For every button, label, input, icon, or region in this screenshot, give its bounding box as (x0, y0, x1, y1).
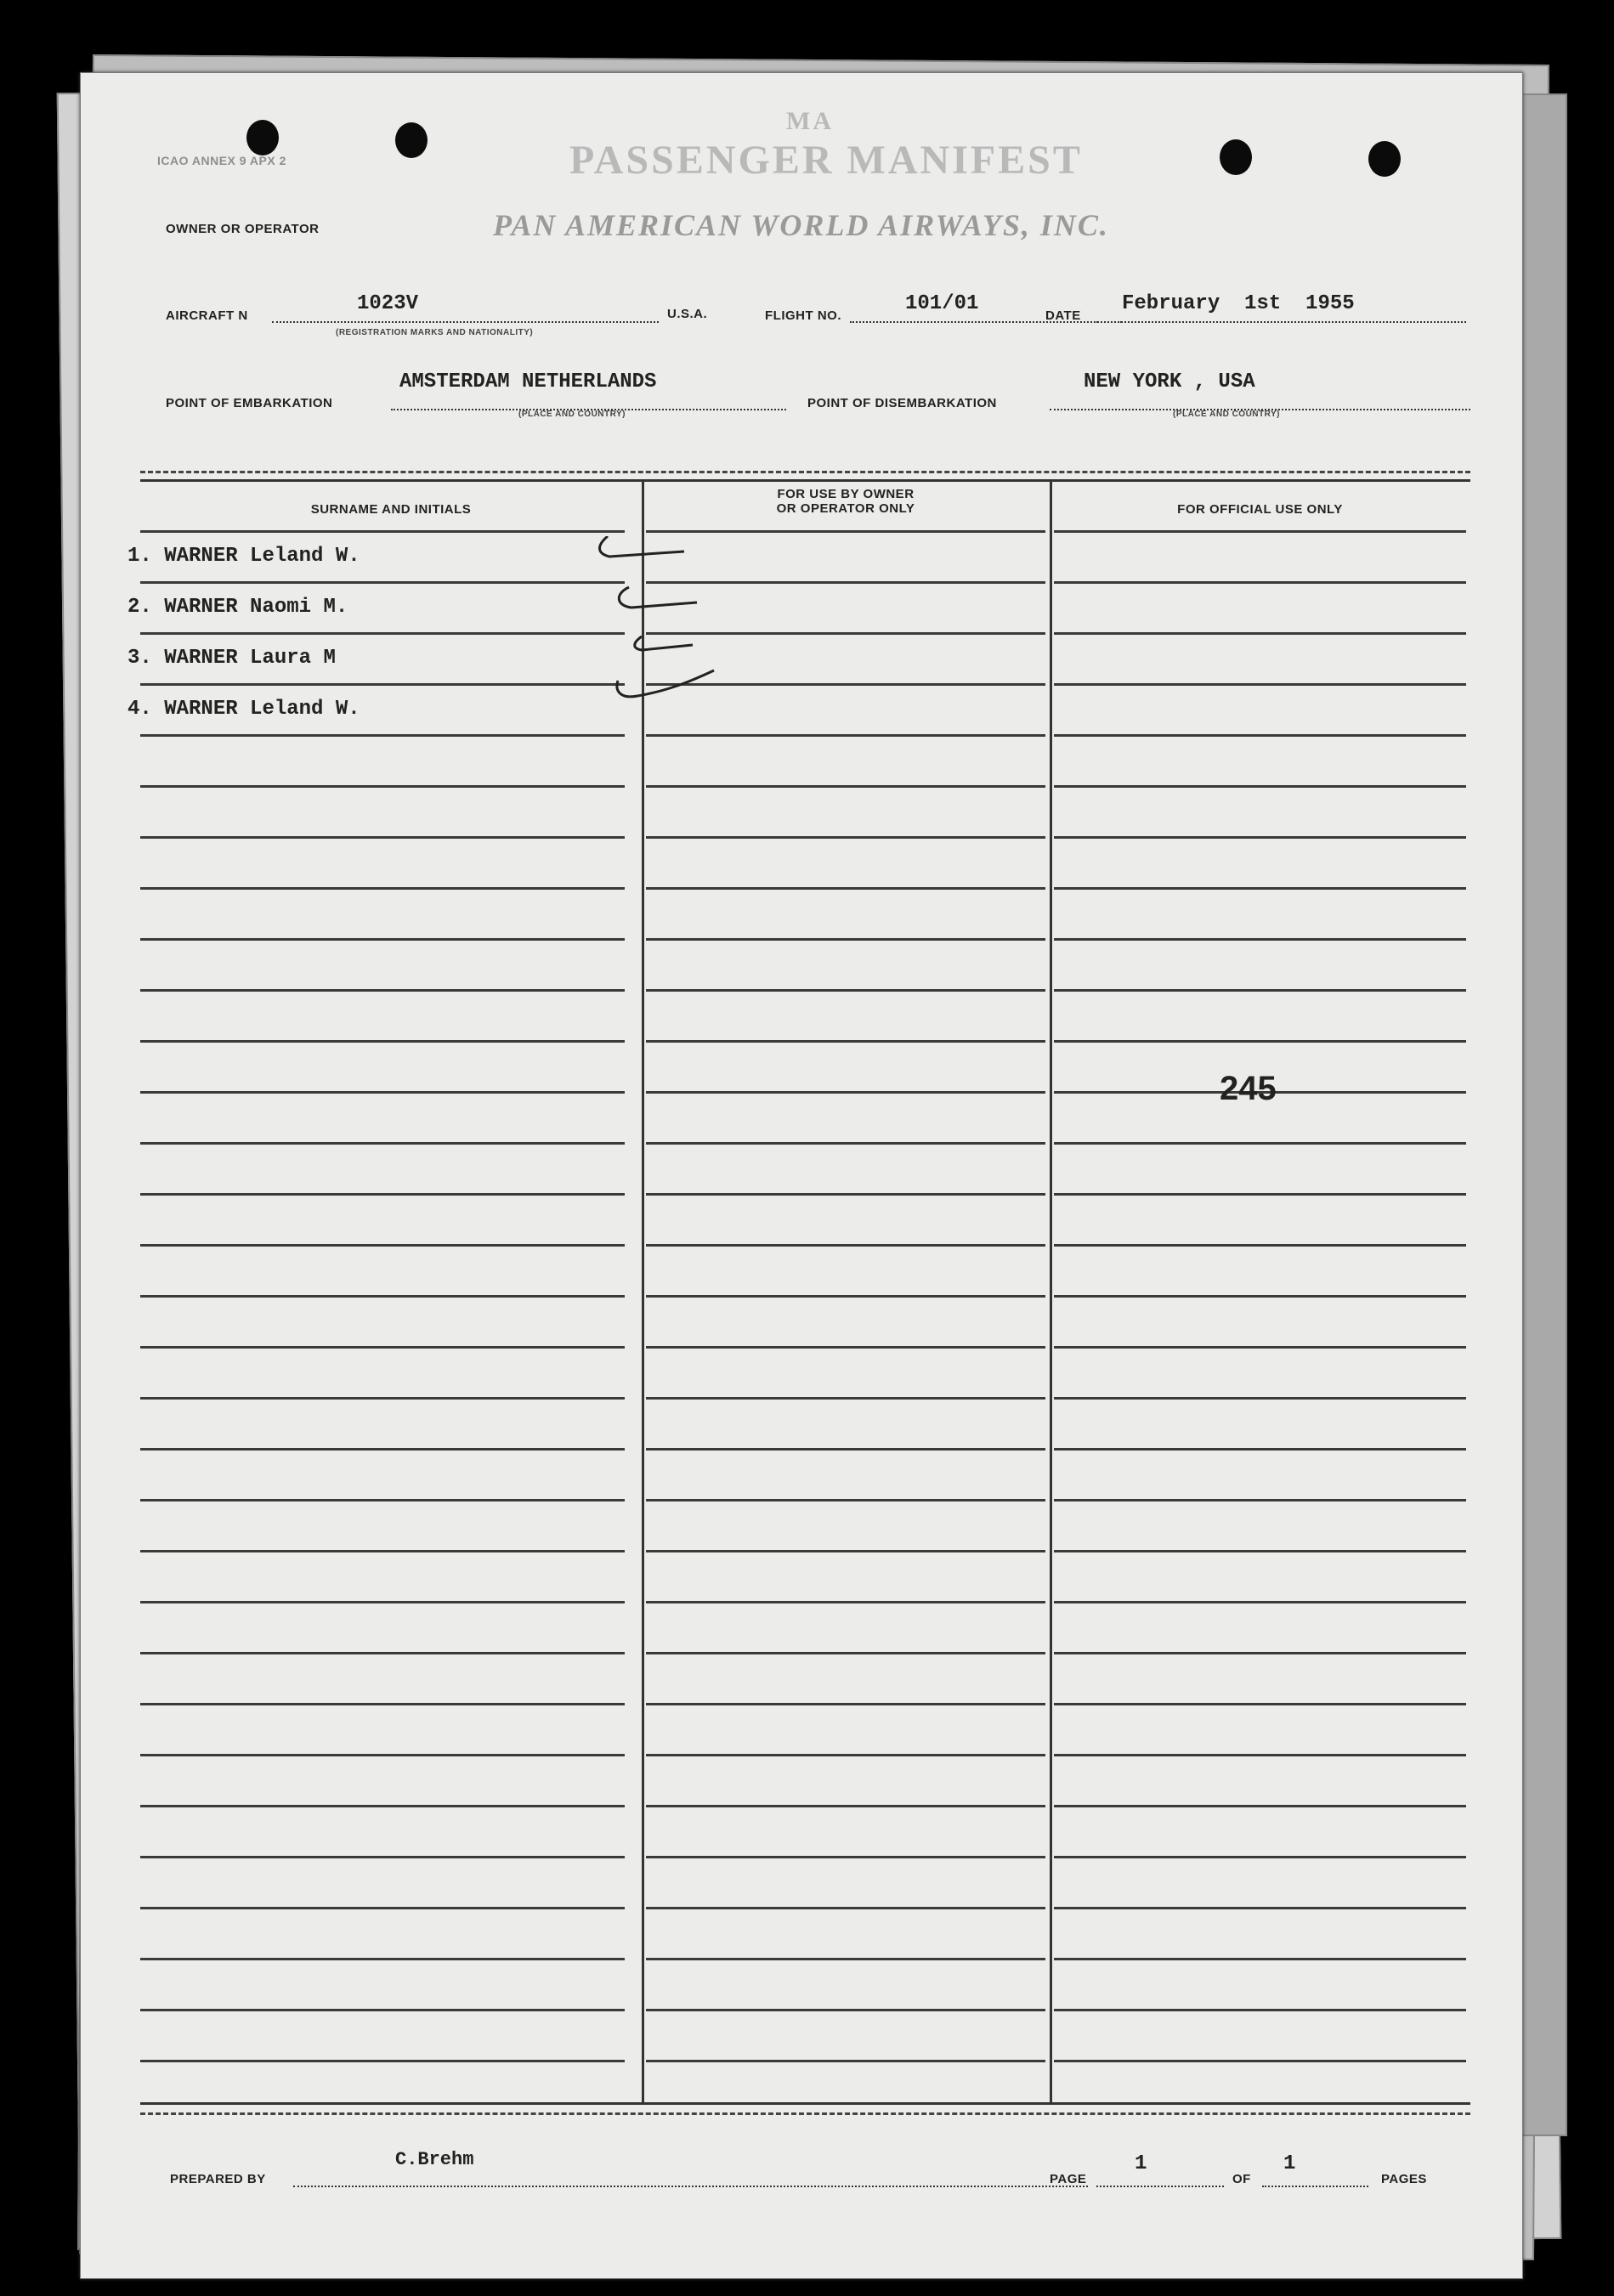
surname-column-header: SURNAME AND INITIALS (310, 502, 472, 517)
row-line (1054, 1805, 1466, 1807)
row-line (646, 785, 1045, 788)
row-line (646, 1907, 1045, 1909)
row-line (646, 1142, 1045, 1145)
form-number: MA (786, 107, 834, 135)
row-line (1054, 1958, 1466, 1960)
row-line (140, 1346, 625, 1349)
passenger-entry (127, 647, 336, 670)
row-line (646, 989, 1045, 992)
flight-label: FLIGHT NO. (765, 308, 841, 323)
row-line (1054, 632, 1466, 635)
stamp-number: 245 (1220, 1070, 1277, 1107)
row-line (1054, 530, 1466, 533)
row-line (646, 1397, 1045, 1400)
row-line (646, 1703, 1045, 1705)
disembark-note: (PLACE AND COUNTRY) (1173, 410, 1280, 419)
row-line (1054, 1907, 1466, 1909)
row-line (140, 1856, 625, 1858)
manifest-page (80, 72, 1523, 2279)
passenger-number: 4. (127, 698, 152, 721)
row-line (140, 1040, 625, 1043)
check-mark (619, 587, 697, 608)
row-line (646, 1244, 1045, 1247)
form-title: PASSENGER MANIFEST (569, 138, 1083, 183)
page-line (1096, 2186, 1224, 2187)
date-label: DATE (1045, 308, 1081, 323)
row-line (140, 1907, 625, 1909)
row-line (646, 1754, 1045, 1756)
aircraft-note: (REGISTRATION MARKS AND NATIONALITY) (336, 328, 534, 337)
row-line (140, 785, 625, 788)
header-rule-top (140, 471, 1470, 473)
check-mark (617, 670, 714, 697)
flight-line (850, 321, 1122, 323)
official-use-header: FOR OFFICIAL USE ONLY (1177, 502, 1343, 517)
prepared-by-line (293, 2186, 1088, 2187)
row-line (646, 1193, 1045, 1196)
row-line (646, 938, 1045, 941)
passenger-entry (127, 545, 360, 568)
of-value: 1 (1283, 2152, 1296, 2175)
prepared-by-value: C.Brehm (395, 2149, 474, 2170)
form-reference: ICAO ANNEX 9 APX 2 (157, 154, 286, 167)
of-line (1262, 2186, 1368, 2187)
row-line (646, 530, 1045, 533)
row-line (140, 1244, 625, 1247)
row-line (1054, 1754, 1466, 1756)
column-divider (1050, 479, 1052, 2102)
row-line (140, 632, 625, 635)
row-line (140, 2009, 625, 2011)
aircraft-label: AIRCRAFT N (166, 308, 248, 323)
row-line (1054, 1193, 1466, 1196)
row-line (646, 2009, 1045, 2011)
passenger-name: WARNER Naomi M. (164, 596, 348, 619)
passenger-number: 1. (127, 545, 152, 568)
footer-rule-bottom (140, 2112, 1470, 2115)
row-line (140, 1091, 625, 1094)
check-marks (591, 536, 778, 757)
date-value: February 1st 1955 (1122, 292, 1355, 315)
disembark-value: NEW YORK , USA (1084, 370, 1255, 393)
row-line (140, 581, 625, 584)
passenger-entry (127, 596, 348, 619)
row-line (1054, 2009, 1466, 2011)
row-line (1054, 1652, 1466, 1654)
row-line (140, 1193, 625, 1196)
row-line (646, 836, 1045, 839)
row-line (140, 1499, 625, 1501)
row-line (1054, 1550, 1466, 1552)
row-line (1054, 1142, 1466, 1145)
row-line (1054, 1448, 1466, 1451)
row-line (646, 1550, 1045, 1552)
aircraft-line (272, 321, 659, 323)
punch-hole (395, 122, 428, 158)
flight-value: 101/01 (905, 292, 979, 315)
page-label: PAGE (1050, 2172, 1087, 2186)
row-line (646, 1652, 1045, 1654)
row-line (1054, 1295, 1466, 1298)
punch-hole (1368, 141, 1401, 177)
date-line (1096, 321, 1466, 323)
disembark-label: POINT OF DISEMBARKATION (807, 396, 997, 410)
row-line (1054, 1040, 1466, 1043)
row-line (1054, 887, 1466, 890)
check-mark (600, 536, 685, 557)
row-line (140, 1805, 625, 1807)
footer-rule (140, 2102, 1470, 2105)
row-line (1054, 1397, 1466, 1400)
passenger-name: WARNER Leland W. (164, 698, 360, 721)
owner-use-header-line1: FOR USE BY OWNER (777, 487, 915, 501)
row-line (1054, 1601, 1466, 1603)
row-line (646, 1091, 1045, 1094)
prepared-by-label: PREPARED BY (170, 2172, 266, 2186)
row-line (1054, 581, 1466, 584)
row-line (140, 1448, 625, 1451)
passenger-entry (127, 698, 360, 721)
row-line (646, 887, 1045, 890)
owner-use-header-line2: OR OPERATOR ONLY (776, 501, 915, 516)
row-line (140, 1295, 625, 1298)
row-line (1054, 836, 1466, 839)
row-line (140, 989, 625, 992)
row-line (140, 1703, 625, 1705)
row-line (1054, 785, 1466, 788)
row-line (140, 1601, 625, 1603)
row-line (1054, 2060, 1466, 2062)
passenger-number: 2. (127, 596, 152, 619)
row-line (646, 1856, 1045, 1858)
row-line (646, 2060, 1045, 2062)
row-line (140, 530, 625, 533)
row-line (140, 1550, 625, 1552)
embark-note: (PLACE AND COUNTRY) (518, 410, 626, 419)
check-mark (635, 636, 693, 650)
row-line (1054, 1499, 1466, 1501)
row-line (140, 1142, 625, 1145)
row-line (140, 1754, 625, 1756)
pages-label: PAGES (1381, 2172, 1427, 2186)
row-line (1054, 683, 1466, 686)
header-rule (140, 479, 1470, 482)
row-line (1054, 734, 1466, 737)
row-line (140, 887, 625, 890)
row-line (140, 1397, 625, 1400)
row-line (646, 1499, 1045, 1501)
row-line (140, 938, 625, 941)
page-value: 1 (1135, 2152, 1147, 2175)
row-line (646, 1040, 1045, 1043)
row-line (140, 683, 625, 686)
row-line (140, 734, 625, 737)
row-line (646, 1295, 1045, 1298)
row-line (140, 1652, 625, 1654)
row-line (1054, 1703, 1466, 1705)
embark-value: AMSTERDAM NETHERLANDS (399, 370, 657, 393)
passenger-name: WARNER Laura M (164, 647, 336, 670)
owner-label: OWNER OR OPERATOR (166, 222, 320, 236)
row-line (1054, 1244, 1466, 1247)
row-line (646, 1346, 1045, 1349)
company-name: PAN AMERICAN WORLD AIRWAYS, INC. (493, 208, 1109, 242)
row-line (1054, 1856, 1466, 1858)
aircraft-value: 1023V (357, 292, 419, 315)
row-line (140, 836, 625, 839)
row-line (646, 1448, 1045, 1451)
punch-hole (246, 120, 279, 156)
row-line (646, 1805, 1045, 1807)
passenger-number: 3. (127, 647, 152, 670)
embark-label: POINT OF EMBARKATION (166, 396, 333, 410)
row-line (646, 1958, 1045, 1960)
row-line (140, 2060, 625, 2062)
row-line (140, 1958, 625, 1960)
punch-hole (1220, 139, 1252, 175)
row-line (1054, 1346, 1466, 1349)
row-line (1054, 989, 1466, 992)
usa-label: U.S.A. (667, 307, 708, 321)
row-line (646, 1601, 1045, 1603)
passenger-name: WARNER Leland W. (164, 545, 360, 568)
row-line (1054, 938, 1466, 941)
of-label: OF (1232, 2172, 1251, 2186)
